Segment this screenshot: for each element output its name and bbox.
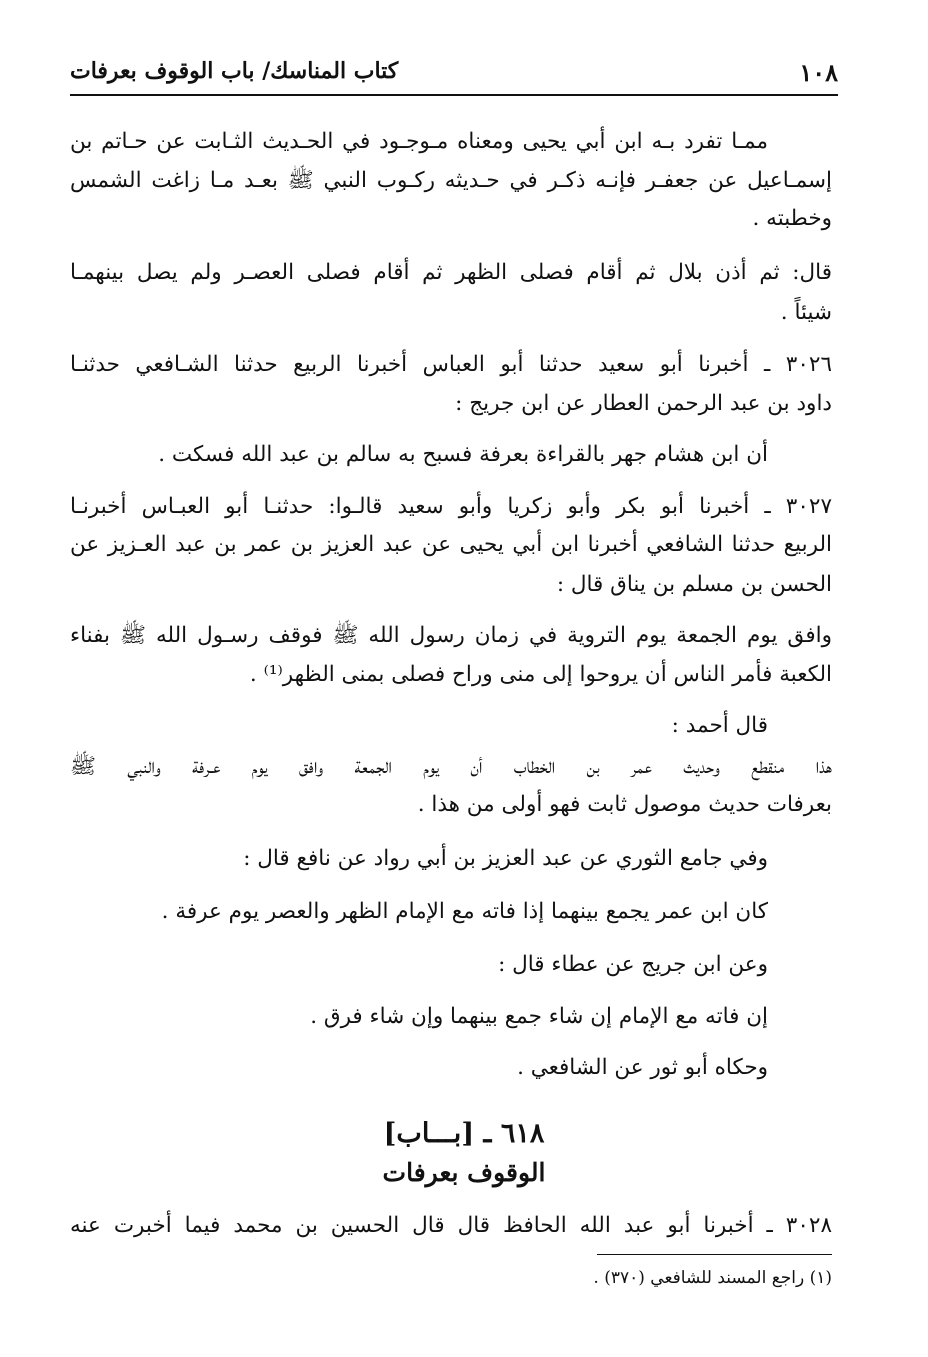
paragraph-line: هذا منقطع وحديث عمر بن الخطاب أن يوم الجمعة وافق يوم عـرفة والنبي ﷺ <box>70 754 832 779</box>
paragraph-line: إسمـاعيل عن جعفـر فإنـه ذكـر في حـديثه ركـوب النبي ﷺ بعـد مـا زاغت الشمس <box>70 168 832 193</box>
paragraph-line: ممـا تفرد بـه ابن أبي يحيى ومعناه مـوجـود في الحـديث الثـابت عن حـاتم بن <box>70 129 768 154</box>
paragraph-line: وفي جامع الثوري عن عبد العزيز بن أبي رواد عن نافع قال : <box>243 846 768 871</box>
hadith-line: الربيع حدثنا الشافعي أخبرنا ابن أبي يحيى عن عبد العزيز بن عمر بن عبد العـزيز عن <box>70 532 832 557</box>
header-rule <box>70 94 838 96</box>
paragraph-line: وافق يوم الجمعة يوم التروية في زمان رسول الله ﷺ فوقف رسـول الله ﷺ بفناء <box>70 623 832 648</box>
paragraph-line: وحكاه أبو ثور عن الشافعي . <box>517 1055 768 1080</box>
paragraph-line: شيئاً . <box>780 300 832 325</box>
chapter-number: ٦١٨ ـ [بـــاب] <box>383 1118 545 1149</box>
hadith-line: ٣٠٢٦ ـ أخبرنا أبو سعيد حدثنا أبو العباس أخبرنا الربيع حدثنا الشـافعي حدثنـا <box>70 352 832 377</box>
paragraph-line: وخطبته . <box>752 206 832 231</box>
running-title: كتاب المناسك/ باب الوقوف بعرفات <box>70 58 399 84</box>
paragraph-line: كان ابن عمر يجمع بينهما إذا فاته مع الإمام الظهر والعصر يوم عرفة . <box>161 899 768 924</box>
paragraph-line: قال: ثم أذن بلال ثم أقام فصلى الظهر ثم أقام فصلى العصـر ولم يصل بينهمـا <box>70 260 832 285</box>
footnote: (١) راجع المسند للشافعي (٣٧٠) . <box>593 1268 832 1288</box>
hadith-line: الحسن بن مسلم بن يناق قال : <box>556 572 832 597</box>
paragraph-line: بعرفات حديث موصول ثابت فهو أولى من هذا . <box>417 792 832 817</box>
paragraph-line: قال أحمد : <box>671 713 768 738</box>
hadith-line: ٣٠٢٨ ـ أخبرنا أبو عبد الله الحافظ قال قال الحسين بن محمد فيما أخبرت عنه <box>70 1213 832 1238</box>
footnote-rule <box>597 1254 832 1255</box>
paragraph-line: الكعبة فأمر الناس أن يروحوا إلى منى وراح فصلى بمنى الظهر⁽¹⁾ . <box>249 662 832 687</box>
hadith-line: داود بن عبد الرحمن العطار عن ابن جريج : <box>455 391 832 416</box>
paragraph-line: وعن ابن جريج عن عطاء قال : <box>498 952 768 977</box>
page-number: ١٠٨ <box>799 58 838 87</box>
hadith-line: ٣٠٢٧ ـ أخبرنا أبو بكر وأبو زكريا وأبو سعيد قالـوا: حدثنـا أبو العبـاس أخبرنـا <box>70 494 832 519</box>
page-header <box>70 52 838 92</box>
paragraph-line: إن فاته مع الإمام إن شاء جمع بينهما وإن شاء فرق . <box>310 1004 768 1029</box>
chapter-title: الوقوف بعرفات <box>382 1158 546 1187</box>
paragraph-line: أن ابن هشام جهر بالقراءة بعرفة فسبح به سالم بن عبد الله فسكت . <box>158 442 768 467</box>
